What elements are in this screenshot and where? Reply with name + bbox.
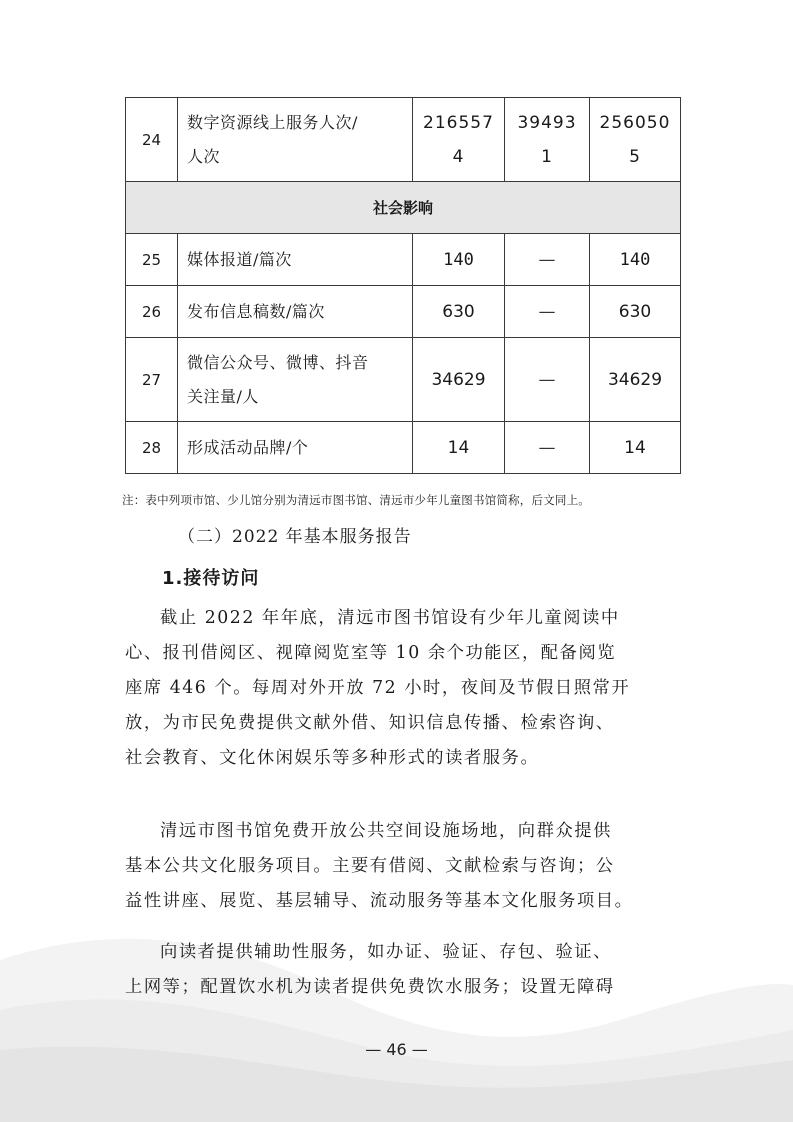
cell-city-library: 34629 <box>413 338 505 422</box>
table-row <box>126 234 681 286</box>
paragraph-line: 基本公共文化服务项目。主要有借阅、文献检索与咨询；公 <box>125 856 615 876</box>
row-label-line: 人次 <box>187 146 221 166</box>
table-row <box>126 286 681 338</box>
cell-value-line: 39493 <box>517 112 577 133</box>
cell-children-library: — <box>505 338 590 422</box>
paragraph-line: 放，为市民免费提供文献外借、知识信息传播、检索咨询、 <box>125 713 615 733</box>
table-note: 注：表中列项市馆、少儿馆分别为清远市图书馆、清远市少年儿童图书馆简称，后文同上。 <box>122 493 590 507</box>
cell-value-line: 4 <box>452 146 465 167</box>
paragraph-line: 社会教育、文化休闲娱乐等多种形式的读者服务。 <box>125 748 540 768</box>
row-label <box>178 98 413 182</box>
section-title: 社会影响 <box>126 182 681 234</box>
paragraph-line: 上网等；配置饮水机为读者提供免费饮水服务；设置无障碍 <box>125 977 615 997</box>
section-subtitle: （二）2022 年基本服务报告 <box>178 527 412 547</box>
cell-city-library: 140 <box>413 234 505 286</box>
row-label <box>178 338 413 422</box>
row-number: 24 <box>126 98 178 182</box>
paragraph <box>125 601 673 776</box>
table-row <box>126 338 681 422</box>
cell-children-library <box>505 98 590 182</box>
cell-children-library: — <box>505 286 590 338</box>
paragraph-line: 清远市图书馆免费开放公共空间设施场地，向群众提供 <box>160 821 612 841</box>
cell-city-library: 14 <box>413 422 505 474</box>
cell-city-library <box>413 98 505 182</box>
section-heading: 1.接待访问 <box>162 568 260 589</box>
row-label: 形成活动品牌/个 <box>178 422 413 474</box>
cell-value-line: 1 <box>541 146 553 167</box>
cell-total <box>590 98 681 182</box>
cell-children-library: — <box>505 422 590 474</box>
paragraph-line: 座席 446 个。每周对外开放 72 小时，夜间及节假日照常开 <box>125 678 631 698</box>
table-row <box>126 422 681 474</box>
cell-value-line: 256050 <box>599 112 671 133</box>
row-number: 26 <box>126 286 178 338</box>
row-label-line: 数字资源线上服务人次/ <box>187 112 358 132</box>
cell-value-line: 216557 <box>423 112 494 133</box>
cell-total: 140 <box>590 234 681 286</box>
paragraph <box>125 814 673 919</box>
cell-city-library: 630 <box>413 286 505 338</box>
cell-children-library: — <box>505 234 590 286</box>
row-label-line: 关注量/人 <box>187 386 259 406</box>
cell-value-line: 5 <box>629 146 641 167</box>
footer-wave-decoration <box>0 900 793 1122</box>
section-row <box>126 182 681 234</box>
cell-total: 630 <box>590 286 681 338</box>
paragraph-line: 益性讲座、展览、基层辅导、流动服务等基本文化服务项目。 <box>125 891 634 911</box>
cell-total: 14 <box>590 422 681 474</box>
statistics-table <box>125 97 681 474</box>
paragraph-line: 心、报刊借阅区、视障阅览室等 10 余个功能区，配备阅览 <box>125 643 617 663</box>
row-label: 媒体报道/篇次 <box>178 234 413 286</box>
row-number: 28 <box>126 422 178 474</box>
paragraph-line: 截止 2022 年年底，清远市图书馆设有少年儿童阅读中 <box>160 608 620 628</box>
cell-total: 34629 <box>590 338 681 422</box>
paragraph-line: 向读者提供辅助性服务，如办证、验证、存包、验证、 <box>160 942 612 962</box>
row-number: 25 <box>126 234 178 286</box>
paragraph <box>125 935 673 1005</box>
table-row <box>126 98 681 182</box>
row-label: 发布信息稿数/篇次 <box>178 286 413 338</box>
row-label-line: 微信公众号、微博、抖音 <box>187 352 369 372</box>
row-number: 27 <box>126 338 178 422</box>
page-number: — 46 — <box>365 1040 428 1059</box>
